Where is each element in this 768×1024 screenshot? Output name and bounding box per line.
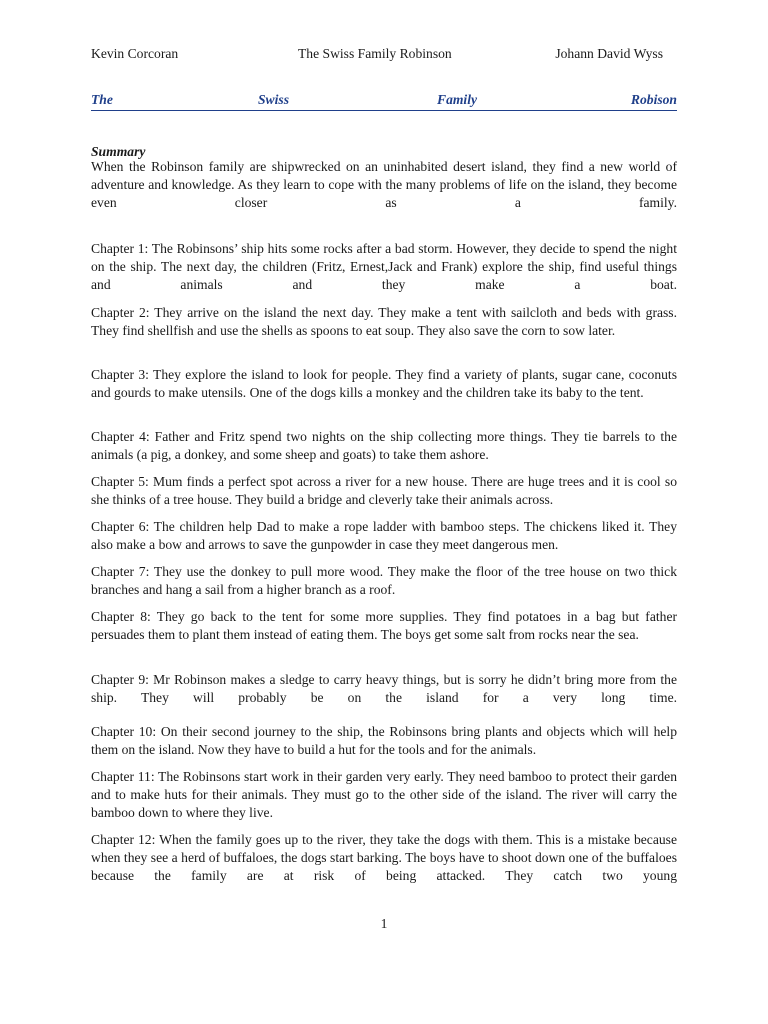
chapter-paragraph: Chapter 7: They use the donkey to pull more wood. They make the floor of the tree house on two thick branches and hang a sail from a higher branch as a roof.	[91, 564, 677, 598]
header-writer: Johann David Wyss	[555, 46, 663, 61]
chapter-paragraph: Chapter 8: They go back to the tent for some more supplies. They find potatoes in a bag but father persuades them to plant them instead of eating them. The boys get some salt from rocks near the sea.	[91, 609, 677, 643]
title-word: Robison	[630, 92, 677, 107]
chapter-paragraph: Chapter 9: Mr Robinson makes a sledge to carry heavy things, but is sorry he didn’t bring more from the ship. They will probably be on the island for a very long time.	[91, 672, 677, 706]
chapter-paragraph: Chapter 11: The Robinsons start work in their garden very early. They need bamboo to protect their garden and to make huts for their animals. They must go to the other side of the island. The river will carry the bamboo down to where they live.	[91, 769, 677, 821]
chapter-paragraph: Chapter 3: They explore the island to look for people. They find a variety of plants, sugar cane, coconuts and gourds to make utensils. One of the dogs kills a monkey and the children take its baby to the tent.	[91, 367, 677, 401]
chapter-paragraph: Chapter 10: On their second journey to the ship, the Robinsons bring plants and objects which will help them on the island. Now they have to build a hut for the tools and for the animals.	[91, 724, 677, 758]
title-word: The	[91, 92, 113, 107]
chapter-paragraph: Chapter 5: Mum finds a perfect spot across a river for a new house. There are huge trees and it is cool so she thinks of a tree house. They build a bridge and cleverly take their animals across.	[91, 474, 677, 508]
title-word: Family	[437, 92, 478, 107]
title-word: Swiss	[258, 92, 289, 107]
chapter-paragraph: Chapter 12: When the family goes up to the river, they take the dogs with them. This is a mistake because when they see a herd of buffaloes, the dogs start barking. The boys have to shoot down one of the buffaloes because the family are at risk of being attacked. They catch two young	[91, 832, 677, 884]
header-book-title: The Swiss Family Robinson	[298, 46, 452, 61]
document-title	[91, 92, 677, 111]
chapter-paragraph: Chapter 4: Father and Fritz spend two nights on the ship collecting more things. They tie barrels to the animals (a pig, a donkey, and some sheep and goats) to take them ashore.	[91, 429, 677, 463]
header-author: Kevin Corcoran	[91, 46, 179, 61]
chapter-paragraph: Chapter 2: They arrive on the island the next day. They make a tent with sailcloth and beds with grass. They find shellfish and use the shells as spoons to eat soup. They also save the corn to sow later.	[91, 305, 677, 339]
page-number: 1	[380, 916, 388, 931]
summary-paragraph: When the Robinson family are shipwrecked on an uninhabited desert island, they find a new world of adventure and knowledge. As they learn to cope with the many problems of life on the island, they become even closer as a family.	[91, 159, 677, 211]
summary-heading: Summary	[91, 144, 146, 159]
chapter-paragraph: Chapter 6: The children help Dad to make a rope ladder with bamboo steps. The chickens liked it. They also make a bow and arrows to save the gunpowder in case they meet dangerous men.	[91, 519, 677, 553]
running-header	[91, 46, 677, 64]
chapter-paragraph: Chapter 1: The Robinsons’ ship hits some rocks after a bad storm. However, they decide to spend the night on the ship. The next day, the children (Fritz, Ernest,Jack and Frank) explore the ship, find useful things and animals and they make a boat.	[91, 241, 677, 293]
